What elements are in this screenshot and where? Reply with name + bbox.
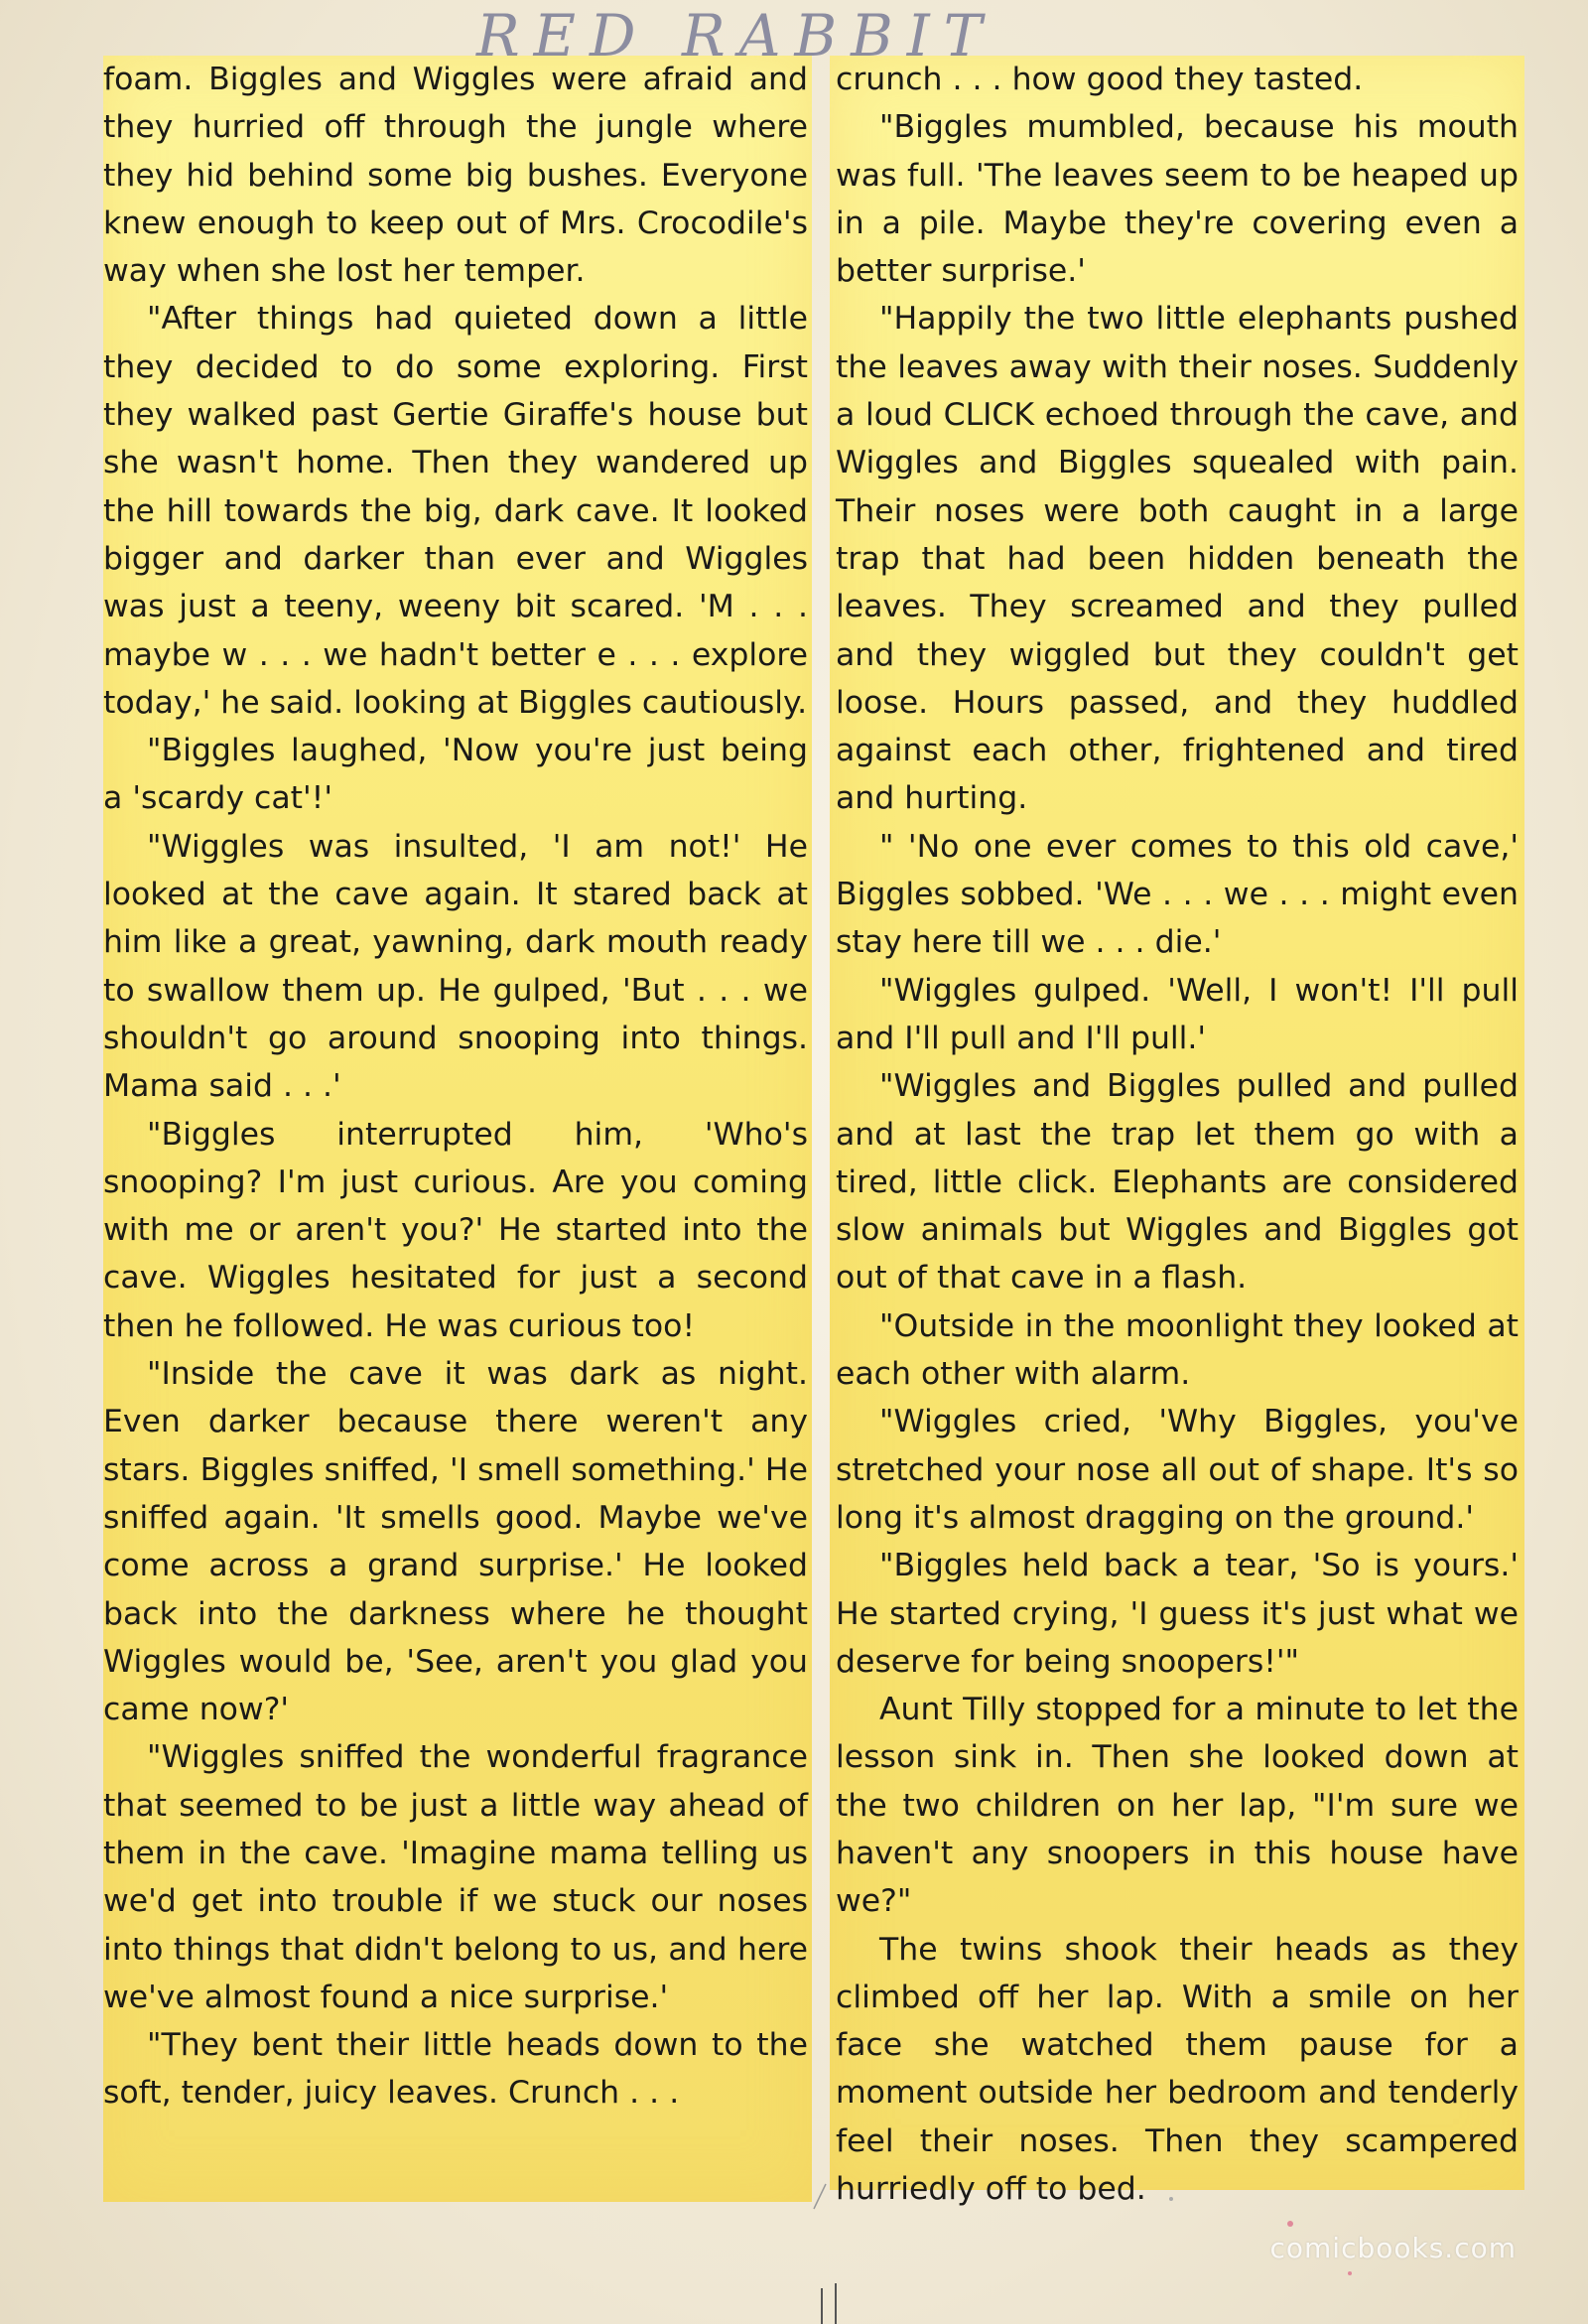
paragraph: crunch . . . how good they tasted. (836, 62, 1364, 97)
paragraph: "Biggles held back a tear, 'So is yours.' He started crying, 'I guess it's just what we deserve for being snoopers!'" (836, 1548, 1519, 1680)
paragraph: "Wiggles sniffed the wonderful fragrance that seemed to be just a little way ahead of them in the cave. 'Imagine mama telling us we'd get into trouble if we stuck our noses into things that didn't belong to us, and here we've almost found a nice surprise.' (103, 1739, 808, 2015)
handwritten-note: RED RABBIT (476, 2, 996, 69)
paragraph: "Biggles laughed, 'Now you're just being a 'scardy cat'!' (103, 733, 808, 817)
paragraph: "They bent their little heads down to the soft, tender, juicy leaves. Crunch . . . (103, 2027, 808, 2112)
paragraph: "Inside the cave it was dark as night. Even darker because there weren't any stars. Biggles sniffed, 'I smell something.' He sniffed again. 'It smells good. Maybe we've come across a grand surprise.' He looked back into the darkness where he thought Wiggles would be, 'See, aren't you glad you came now?' (103, 1356, 808, 1728)
paragraph: "Biggles mumbled, because his mouth was full. 'The leaves seem to be heaped up in a pile. Maybe they're covering even a better surprise.' (836, 109, 1519, 290)
paragraph: "Wiggles gulped. 'Well, I won't! I'll pull and I'll pull and I'll pull.' (836, 972, 1519, 1056)
paragraph: " 'No one ever comes to this old cave,' Biggles sobbed. 'We . . . we . . . might even stay here till we . . . die.' (836, 828, 1519, 961)
paragraph: "Wiggles cried, 'Why Biggles, you've stretched your nose all out of shape. It's so long it's almost dragging on the ground.' (836, 1404, 1519, 1536)
paragraph: "Happily the two little elephants pushed the leaves away with their noses. Suddenly a loud CLICK echoed through the cave, and Wiggles and Biggles squealed with pain. Their noses were both caught in a large trap that had been hidden beneath the leaves. They screamed and they pulled and they wiggled but they couldn't get loose. Hours passed, and they huddled against each other, frightened and tired and hurting. (836, 301, 1519, 817)
paragraph: "After things had quieted down a little they decided to do some exploring. First they walked past Gertie Giraffe's house but she wasn't home. Then they wandered up the hill towards the big, dark cave. It looked bigger and darker than ever and Wiggles was just a teeny, weeny bit scared. 'M . . . maybe w . . . we hadn't better e . . . explore today,' he said. looking at Biggles cautiously. (103, 301, 808, 721)
paragraph: "Outside in the moonlight they looked at each other with alarm. (836, 1307, 1519, 1393)
paragraph: "Wiggles was insulted, 'I am not!' He looked at the cave again. It stared back at him like a great, yawning, dark mouth ready to swallow them up. He gulped, 'But . . . we shouldn't go around snooping into things. Mama said . . .' (103, 828, 808, 1105)
paragraph: foam. Biggles and Wiggles were afraid and they hurried off through the jungle where they hid behind some big bushes. Everyone knew enough to keep out of Mrs. Crocodile's way when she lost her temper. (103, 62, 808, 290)
paragraph: "Wiggles and Biggles pulled and pulled and at last the trap let them go with a tired, little click. Elephants are considered slow animals but Wiggles and Biggles got out of that cave in a flash. (836, 1068, 1519, 1297)
paragraph: The twins shook their heads as they climbed off her lap. With a smile on her face she watched them pause for a moment outside her bedroom and tenderly feel their noses. Then they scampered hurriedly off to bed. (836, 1931, 1519, 2208)
paragraph: "Biggles interrupted him, 'Who's snooping? I'm just curious. Are you coming with me or aren't you?' He started into the cave. Wiggles hesitated for just a second then he followed. He was curious too! (103, 1116, 808, 1344)
paragraph: Aunt Tilly stopped for a minute to let the lesson sink in. Then she looked down at the two children on her lap, "I'm sure we haven't any snoopers in this house have we?" (836, 1692, 1519, 1920)
watermark: comicbooks.com (1269, 2232, 1517, 2264)
